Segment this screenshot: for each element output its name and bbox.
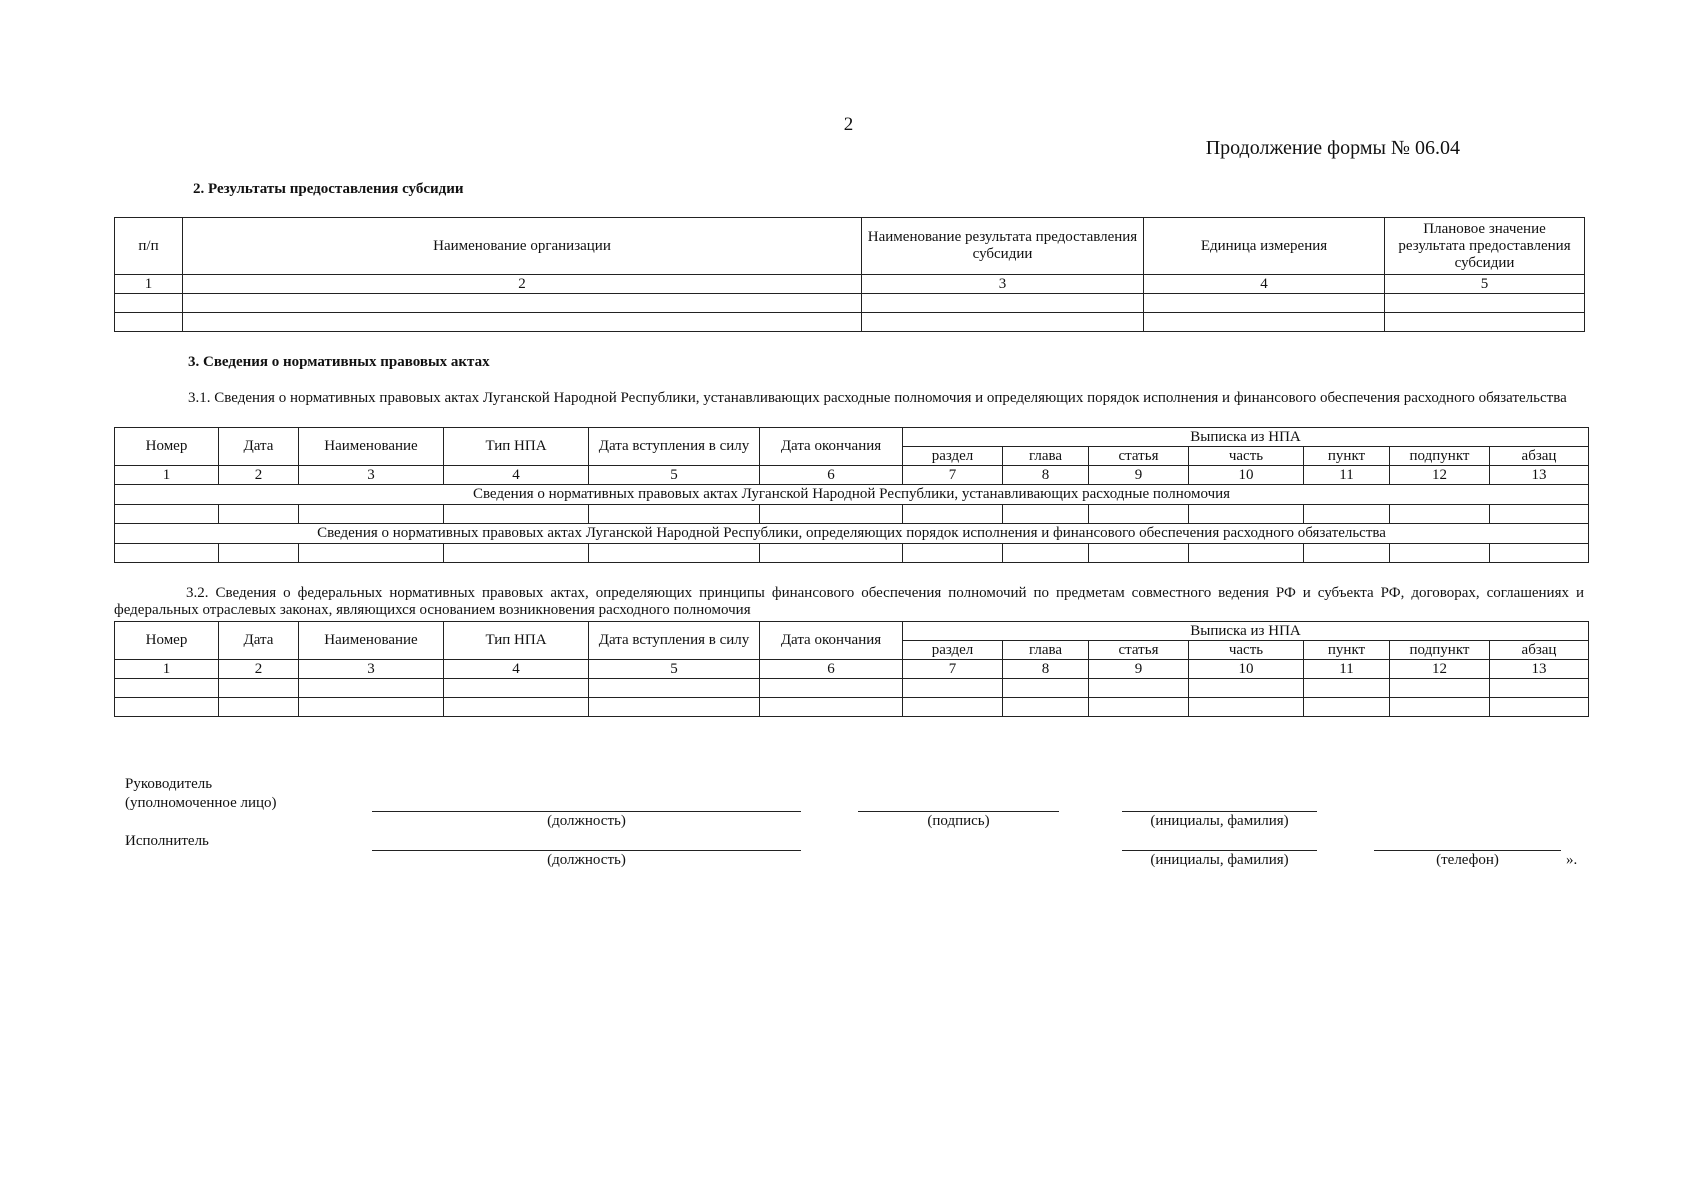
- col-number: 4: [444, 660, 589, 679]
- subsection-row-determining: Сведения о нормативных правовых актах Луганской Народной Республики, определяющих порядок исполнения и финансового обеспечения расходного обязательства: [115, 524, 1589, 544]
- empty-cell[interactable]: [299, 679, 444, 698]
- col-number: 1: [115, 275, 183, 294]
- authorized-person-label: (уполномоченное лицо): [125, 795, 277, 811]
- empty-cell[interactable]: [1189, 544, 1304, 563]
- col-number: 13: [1490, 466, 1589, 485]
- col-number: 3: [299, 466, 444, 485]
- form-continuation: Продолжение формы № 06.04: [1205, 137, 1460, 159]
- col-number: 12: [1390, 466, 1490, 485]
- npa-table-1: [114, 427, 1589, 563]
- empty-cell[interactable]: [115, 679, 219, 698]
- table-row: [115, 294, 1585, 313]
- executor-position-line[interactable]: [372, 850, 801, 851]
- header-podpunkt: подпункт: [1390, 641, 1490, 660]
- initials-caption: (инициалы, фамилия): [1150, 813, 1289, 829]
- header-statya: статья: [1089, 641, 1189, 660]
- empty-cell[interactable]: [1304, 679, 1390, 698]
- col-number: 4: [444, 466, 589, 485]
- empty-cell[interactable]: [1003, 698, 1089, 717]
- empty-cell[interactable]: [115, 505, 219, 524]
- initials-line[interactable]: [1122, 811, 1317, 812]
- header-punkt: пункт: [1304, 641, 1390, 660]
- header-data-okonchaniya: Дата окончания: [760, 622, 903, 660]
- phone-line[interactable]: [1374, 850, 1561, 851]
- header-punkt: пункт: [1304, 447, 1390, 466]
- col-number: 8: [1003, 466, 1089, 485]
- empty-cell[interactable]: [444, 679, 589, 698]
- empty-cell[interactable]: [1390, 544, 1490, 563]
- header-data-vstupleniya: Дата вступления в силу: [589, 622, 760, 660]
- empty-cell[interactable]: [1144, 313, 1385, 332]
- empty-cell[interactable]: [299, 698, 444, 717]
- table-row: [115, 505, 1589, 524]
- empty-cell[interactable]: [1385, 313, 1585, 332]
- col-number: 12: [1390, 660, 1490, 679]
- empty-cell[interactable]: [1390, 505, 1490, 524]
- header-vypiska: Выписка из НПА: [903, 622, 1589, 641]
- executor-label: Исполнитель: [125, 833, 209, 849]
- empty-cell[interactable]: [862, 294, 1144, 313]
- empty-cell[interactable]: [760, 505, 903, 524]
- header-glava: глава: [1003, 641, 1089, 660]
- col-number: 1: [115, 660, 219, 679]
- empty-cell[interactable]: [299, 544, 444, 563]
- empty-cell[interactable]: [1390, 679, 1490, 698]
- empty-cell[interactable]: [115, 294, 183, 313]
- col-number: 1: [115, 466, 219, 485]
- header-data-vstupleniya: Дата вступления в силу: [589, 428, 760, 466]
- empty-cell[interactable]: [1089, 505, 1189, 524]
- empty-cell[interactable]: [1089, 544, 1189, 563]
- header-tip-npa: Тип НПА: [444, 622, 589, 660]
- header-razdel: раздел: [903, 447, 1003, 466]
- empty-cell[interactable]: [1490, 505, 1589, 524]
- col-number: 7: [903, 660, 1003, 679]
- header-glava: глава: [1003, 447, 1089, 466]
- empty-cell[interactable]: [1304, 544, 1390, 563]
- results-table: [114, 217, 1585, 332]
- empty-cell[interactable]: [760, 679, 903, 698]
- header-podpunkt: подпункт: [1390, 447, 1490, 466]
- header-naimenovanie: Наименование: [299, 428, 444, 466]
- empty-cell[interactable]: [1003, 505, 1089, 524]
- col-number: 3: [862, 275, 1144, 294]
- header-razdel: раздел: [903, 641, 1003, 660]
- position-caption: (должность): [547, 813, 626, 829]
- col-number: 6: [760, 660, 903, 679]
- empty-cell[interactable]: [1385, 294, 1585, 313]
- subsection-row-establishing: Сведения о нормативных правовых актах Луганской Народной Республики, устанавливающих расходные полномочия: [115, 485, 1589, 505]
- executor-position-caption: (должность): [547, 852, 626, 868]
- header-data: Дата: [219, 428, 299, 466]
- col-number: 5: [589, 466, 760, 485]
- empty-cell[interactable]: [115, 698, 219, 717]
- col-number: 10: [1189, 660, 1304, 679]
- header-pp: п/п: [115, 218, 183, 275]
- empty-cell[interactable]: [444, 544, 589, 563]
- empty-cell[interactable]: [1003, 679, 1089, 698]
- table-row: [115, 698, 1589, 717]
- header-chast: часть: [1189, 641, 1304, 660]
- empty-cell[interactable]: [903, 698, 1003, 717]
- empty-cell[interactable]: [1003, 544, 1089, 563]
- empty-cell[interactable]: [1304, 505, 1390, 524]
- empty-cell[interactable]: [862, 313, 1144, 332]
- empty-cell[interactable]: [444, 698, 589, 717]
- col-number: 6: [760, 466, 903, 485]
- col-number: 13: [1490, 660, 1589, 679]
- empty-cell[interactable]: [219, 698, 299, 717]
- empty-cell[interactable]: [903, 505, 1003, 524]
- header-unit: Единица измерения: [1144, 218, 1385, 275]
- position-line[interactable]: [372, 811, 801, 812]
- head-label: Руководитель: [125, 776, 213, 792]
- empty-cell[interactable]: [1189, 505, 1304, 524]
- npa-table-2: [114, 621, 1589, 717]
- empty-cell[interactable]: [589, 505, 760, 524]
- empty-cell[interactable]: [1089, 679, 1189, 698]
- header-naimenovanie: Наименование: [299, 622, 444, 660]
- header-result-name: Наименование результата предоставления субсидии: [862, 218, 1144, 275]
- empty-cell[interactable]: [115, 313, 183, 332]
- empty-cell[interactable]: [115, 544, 219, 563]
- empty-cell[interactable]: [1189, 698, 1304, 717]
- empty-cell[interactable]: [903, 679, 1003, 698]
- table-row: [115, 313, 1585, 332]
- col-number: 3: [299, 660, 444, 679]
- empty-cell[interactable]: [1304, 698, 1390, 717]
- header-data-okonchaniya: Дата окончания: [760, 428, 903, 466]
- header-abzac: абзац: [1490, 641, 1589, 660]
- section-2-title: 2. Результаты предоставления субсидии: [193, 181, 464, 197]
- empty-cell[interactable]: [1189, 679, 1304, 698]
- header-chast: часть: [1189, 447, 1304, 466]
- empty-cell[interactable]: [444, 505, 589, 524]
- section-3-title: 3. Сведения о нормативных правовых актах: [188, 354, 490, 370]
- col-number: 8: [1003, 660, 1089, 679]
- col-number: 7: [903, 466, 1003, 485]
- executor-initials-line[interactable]: [1122, 850, 1317, 851]
- empty-cell[interactable]: [589, 679, 760, 698]
- col-number: 4: [1144, 275, 1385, 294]
- paragraph-3-2: 3.2. Сведения о федеральных нормативных правовых актах, определяющих принципы финансового обеспечения полномочий по предметам совместного ведения РФ и субъекта РФ, договорах, соглашениях и федеральных отраслевых законах, являющихся основанием возникновения расходного полномочия: [114, 585, 1584, 618]
- phone-caption: (телефон): [1436, 852, 1499, 868]
- col-number: 11: [1304, 660, 1390, 679]
- empty-cell[interactable]: [1490, 679, 1589, 698]
- empty-cell[interactable]: [1089, 698, 1189, 717]
- table-row: [115, 679, 1589, 698]
- empty-cell[interactable]: [903, 544, 1003, 563]
- table-row: [115, 544, 1589, 563]
- closing-quote: ».: [1566, 852, 1578, 868]
- empty-cell[interactable]: [299, 505, 444, 524]
- empty-cell[interactable]: [219, 679, 299, 698]
- col-number: 2: [183, 275, 862, 294]
- empty-cell[interactable]: [760, 698, 903, 717]
- empty-cell[interactable]: [1144, 294, 1385, 313]
- header-nomer: Номер: [115, 622, 219, 660]
- header-tip-npa: Тип НПА: [444, 428, 589, 466]
- empty-cell[interactable]: [589, 698, 760, 717]
- empty-cell[interactable]: [1490, 544, 1589, 563]
- signature-caption: (подпись): [927, 813, 990, 829]
- header-statya: статья: [1089, 447, 1189, 466]
- header-vypiska: Выписка из НПА: [903, 428, 1589, 447]
- executor-initials-caption: (инициалы, фамилия): [1150, 852, 1289, 868]
- col-number: 2: [219, 466, 299, 485]
- empty-cell[interactable]: [219, 544, 299, 563]
- header-nomer: Номер: [115, 428, 219, 466]
- empty-cell[interactable]: [1490, 698, 1589, 717]
- col-number: 5: [589, 660, 760, 679]
- col-number: 9: [1089, 660, 1189, 679]
- col-number: 10: [1189, 466, 1304, 485]
- header-abzac: абзац: [1490, 447, 1589, 466]
- signature-line[interactable]: [858, 811, 1059, 812]
- col-number: 5: [1385, 275, 1585, 294]
- header-org-name: Наименование организации: [183, 218, 862, 275]
- page-number: 2: [843, 114, 854, 135]
- col-number: 2: [219, 660, 299, 679]
- header-data: Дата: [219, 622, 299, 660]
- col-number: 11: [1304, 466, 1390, 485]
- header-planned-value: Плановое значение результата предоставления субсидии: [1385, 218, 1585, 275]
- col-number: 9: [1089, 466, 1189, 485]
- empty-cell[interactable]: [183, 294, 862, 313]
- paragraph-3-1: 3.1. Сведения о нормативных правовых актах Луганской Народной Республики, устанавливающих расходные полномочия и определяющих порядок исполнения и финансового обеспечения расходного обязательства: [188, 390, 1567, 406]
- empty-cell[interactable]: [760, 544, 903, 563]
- empty-cell[interactable]: [1390, 698, 1490, 717]
- empty-cell[interactable]: [589, 544, 760, 563]
- empty-cell[interactable]: [183, 313, 862, 332]
- empty-cell[interactable]: [219, 505, 299, 524]
